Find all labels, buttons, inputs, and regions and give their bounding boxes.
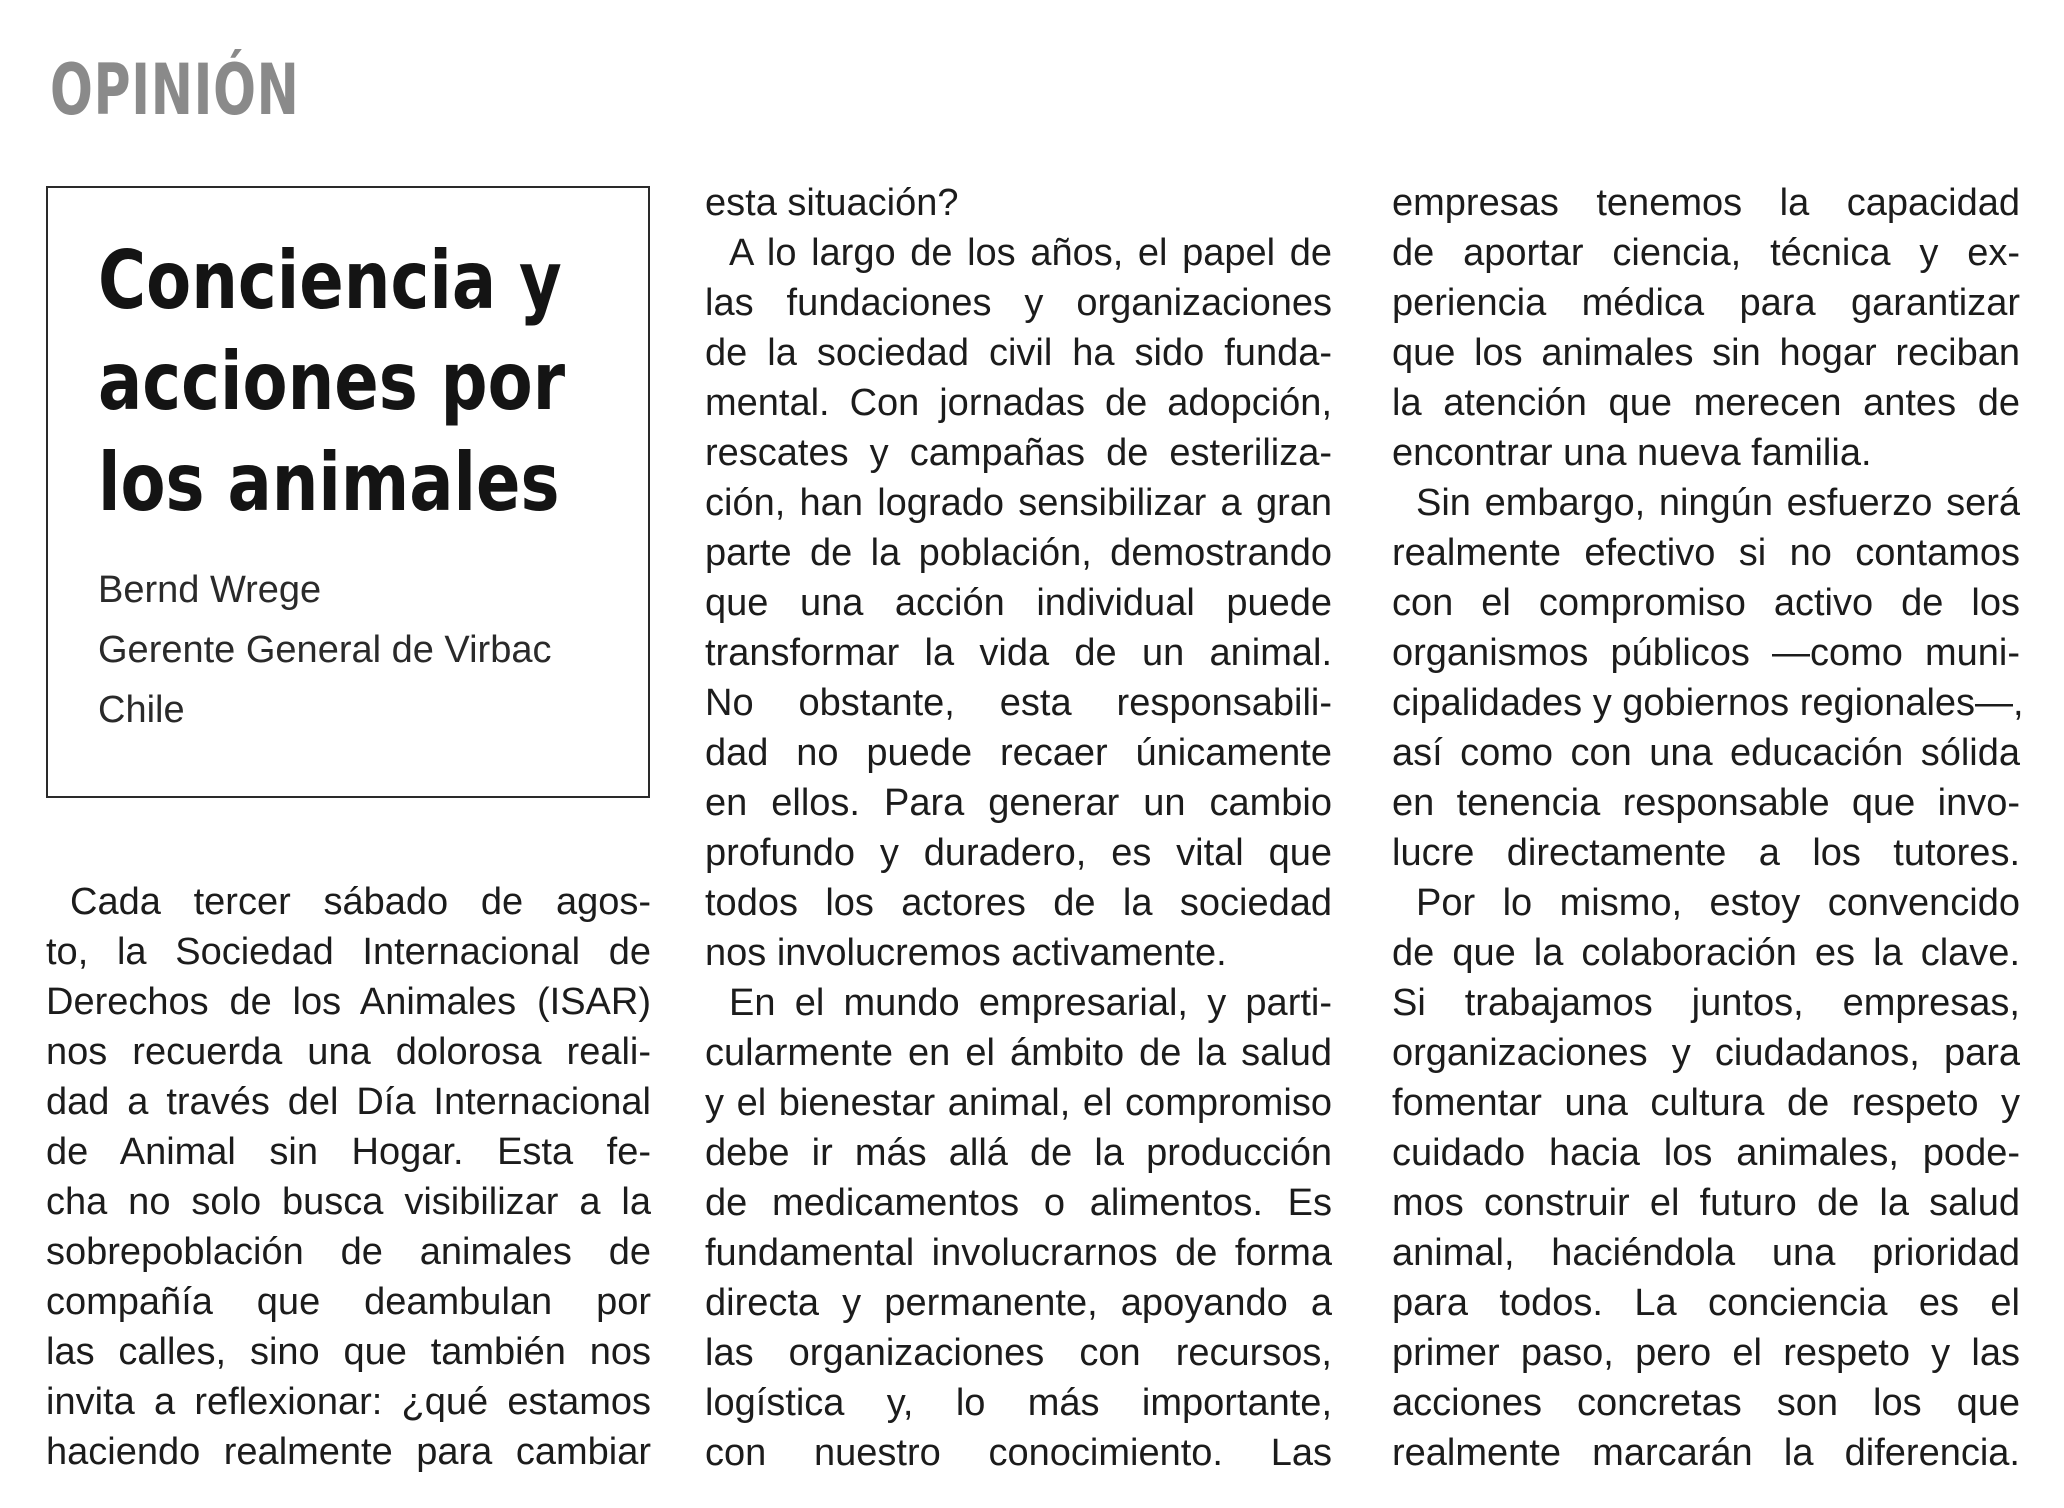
article-line: de aportar ciencia, técnica y ex- — [1392, 232, 2020, 274]
article-line: mos construir el futuro de la salud — [1392, 1182, 2020, 1224]
headline-box — [46, 186, 650, 798]
headline-line: los animales — [98, 436, 560, 529]
article-line: cuidado hacia los animales, pode- — [1392, 1132, 2020, 1174]
article-line: profundo y duradero, es vital que — [705, 832, 1332, 874]
article-column-1 — [46, 877, 651, 1477]
article-line: directa y permanente, apoyando a — [705, 1282, 1332, 1324]
author-role-continued: Chile — [98, 689, 185, 731]
article-line: Cada tercer sábado de agos- — [70, 881, 651, 923]
article-line: encontrar una nueva familia. — [1392, 432, 1872, 474]
article-line: ción, han logrado sensibilizar a gran — [705, 482, 1332, 524]
article-line: todos los actores de la sociedad — [705, 882, 1332, 924]
article-line: de la sociedad civil ha sido funda- — [705, 332, 1332, 374]
author-role: Gerente General de Virbac — [98, 629, 552, 671]
article-line: que una acción individual puede — [705, 582, 1332, 624]
article-line: dad a través del Día Internacional — [46, 1081, 651, 1123]
article-line: que los animales sin hogar reciban — [1392, 332, 2020, 374]
article-line: realmente efectivo si no contamos — [1392, 532, 2020, 574]
article-line: periencia médica para garantizar — [1392, 282, 2020, 324]
article-line: animal, haciéndola una prioridad — [1392, 1232, 2020, 1274]
article-line: las fundaciones y organizaciones — [705, 282, 1332, 324]
headline-line: Conciencia y — [98, 234, 562, 327]
article-line: para todos. La conciencia es el — [1392, 1282, 2020, 1324]
author-name: Bernd Wrege — [98, 569, 322, 611]
article-line: con el compromiso activo de los — [1392, 582, 2020, 624]
article-line: No obstante, esta responsabili- — [705, 682, 1332, 724]
article-line: sobrepoblación de animales de — [46, 1231, 651, 1273]
article-line: transformar la vida de un animal. — [705, 632, 1332, 674]
article-line: invita a reflexionar: ¿qué estamos — [46, 1381, 651, 1423]
headline — [98, 230, 565, 533]
article-line: rescates y campañas de esteriliza- — [705, 432, 1332, 474]
article-line: esta situación? — [705, 182, 959, 224]
headline-line: acciones por — [98, 335, 566, 428]
article-line: Por lo mismo, estoy convencido — [1416, 882, 2020, 924]
article-line: empresas tenemos la capacidad — [1392, 182, 2020, 224]
article-line: así como con una educación sólida — [1392, 732, 2020, 774]
article-line: fundamental involucrarnos de forma — [705, 1232, 1332, 1274]
article-line: primer paso, pero el respeto y las — [1392, 1332, 2020, 1374]
article-line: Si trabajamos juntos, empresas, — [1392, 982, 2020, 1024]
article-line: con nuestro conocimiento. Las — [705, 1432, 1332, 1474]
article-line: Sin embargo, ningún esfuerzo será — [1416, 482, 2020, 524]
article-column-2 — [705, 178, 1332, 1478]
article-line: en ellos. Para generar un cambio — [705, 782, 1332, 824]
article-line: nos involucremos activamente. — [705, 932, 1227, 974]
article-line: haciendo realmente para cambiar — [46, 1431, 651, 1473]
article-line: organizaciones y ciudadanos, para — [1392, 1032, 2020, 1074]
article-line: nos recuerda una dolorosa reali- — [46, 1031, 651, 1073]
article-line: dad no puede recaer únicamente — [705, 732, 1332, 774]
article-line: de Animal sin Hogar. Esta fe- — [46, 1131, 651, 1173]
article-line: en tenencia responsable que invo- — [1392, 782, 2020, 824]
article-line: y el bienestar animal, el compromiso — [705, 1082, 1332, 1124]
article-line: de medicamentos o alimentos. Es — [705, 1182, 1332, 1224]
article-line: fomentar una cultura de respeto y — [1392, 1082, 2020, 1124]
article-line: las calles, sino que también nos — [46, 1331, 651, 1373]
byline — [98, 560, 551, 740]
article-column-3 — [1392, 178, 2024, 1478]
article-line: lucre directamente a los tutores. — [1392, 832, 2020, 874]
article-line: compañía que deambulan por — [46, 1281, 651, 1323]
section-label: OPINIÓN — [50, 49, 300, 131]
article-line: cipalidades y gobiernos regionales—, — [1392, 682, 2024, 724]
article-line: mental. Con jornadas de adopción, — [705, 382, 1332, 424]
article-line: En el mundo empresarial, y parti- — [729, 982, 1332, 1024]
article-line: logística y, lo más importante, — [705, 1382, 1332, 1424]
article-line: cha no solo busca visibilizar a la — [46, 1181, 651, 1223]
article-line: Derechos de los Animales (ISAR) — [46, 981, 651, 1023]
article-line: acciones concretas son los que — [1392, 1382, 2020, 1424]
article-line: la atención que merecen antes de — [1392, 382, 2020, 424]
article-line: organismos públicos —como muni- — [1392, 632, 2020, 674]
article-line: cularmente en el ámbito de la salud — [705, 1032, 1332, 1074]
article-line: de que la colaboración es la clave. — [1392, 932, 2020, 974]
article-line: debe ir más allá de la producción — [705, 1132, 1332, 1174]
article-line: A lo largo de los años, el papel de — [729, 232, 1332, 274]
article-line: to, la Sociedad Internacional de — [46, 931, 651, 973]
article-line: realmente marcarán la diferencia. — [1392, 1432, 2020, 1474]
article-line: las organizaciones con recursos, — [705, 1332, 1332, 1374]
article-line: parte de la población, demostrando — [705, 532, 1332, 574]
